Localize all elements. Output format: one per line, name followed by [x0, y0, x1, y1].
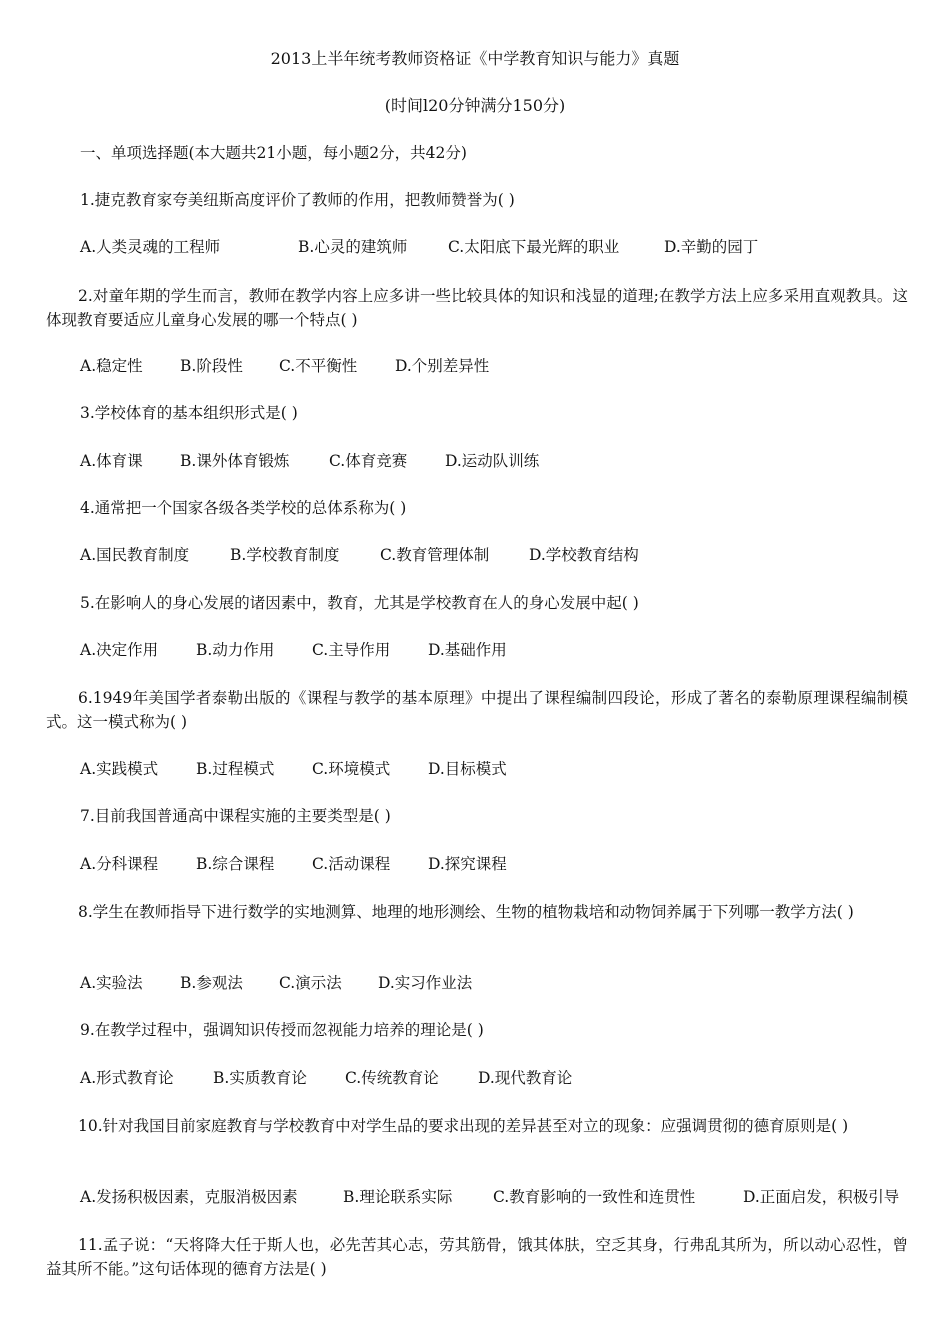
option-d: D.实习作业法 [378, 974, 473, 992]
option-c: C.体育竞赛 [329, 452, 408, 470]
question-stem: 9.在教学过程中，强调知识传授而忽视能力培养的理论是( ) [80, 1021, 484, 1039]
option-d: D.现代教育论 [478, 1069, 573, 1087]
question-options [80, 356, 489, 376]
option-b: B.理论联系实际 [343, 1188, 453, 1206]
option-d: D.正面启发，积极引导 [743, 1188, 900, 1206]
option-d: D.学校教育结构 [529, 546, 639, 564]
option-d: D.运动队训练 [445, 452, 540, 470]
option-c: C.不平衡性 [279, 357, 358, 375]
option-d: D.个别差异性 [395, 357, 490, 375]
question-stem: 6.1949年美国学者泰勒出版的《课程与教学的基本原理》中提出了课程编制四段论，形成了著名的泰勒原理课程编制模式。这一模式称为( ) [46, 689, 908, 731]
question-options [80, 237, 758, 257]
option-b: B.学校教育制度 [230, 546, 340, 564]
option-c: C.教育影响的一致性和连贯性 [493, 1188, 696, 1206]
option-c: C.教育管理体制 [380, 546, 490, 564]
option-a: A.实践模式 [80, 760, 159, 778]
option-a: A.分科课程 [80, 855, 159, 873]
question-options [80, 759, 507, 779]
question-options [80, 545, 639, 565]
question-options [80, 973, 472, 993]
option-a: A.决定作用 [80, 641, 159, 659]
question-stem: 8.学生在教师指导下进行数学的实地测算、地理的地形测绘、生物的植物栽培和动物饲养属于下列哪一教学方法( ) [78, 903, 854, 921]
option-b: B.过程模式 [196, 760, 275, 778]
option-d: D.辛勤的园丁 [664, 238, 759, 256]
option-c: C.环境模式 [312, 760, 391, 778]
question-stem: 11.孟子说：“天将降大任于斯人也，必先苦其心志，劳其筋骨，饿其体肤，空乏其身，行弗乱其所为，所以动心忍性，曾益其所不能。”这句话体现的德育方法是( ) [46, 1236, 908, 1278]
option-a: A.稳定性 [80, 357, 143, 375]
option-d: D.基础作用 [428, 641, 507, 659]
question-stem: 10.针对我国目前家庭教育与学校教育中对学生品的要求出现的差异甚至对立的现象：应强调贯彻的德育原则是( ) [78, 1117, 849, 1135]
document-title: 2013上半年统考教师资格证《中学教育知识与能力》真题 [270, 49, 680, 68]
option-c: C.主导作用 [312, 641, 391, 659]
document-subtitle: (时间l20分钟满分150分) [384, 96, 566, 115]
option-b: B.综合课程 [196, 855, 275, 873]
question-options [80, 451, 539, 471]
option-b: B.参观法 [180, 974, 243, 992]
option-b: B.课外体育锻炼 [180, 452, 290, 470]
option-a: A.实验法 [80, 974, 143, 992]
option-c: C.传统教育论 [345, 1069, 439, 1087]
question-stem: 7.目前我国普通高中课程实施的主要类型是( ) [80, 807, 391, 825]
question-stem: 1.捷克教育家夸美纽斯高度评价了教师的作用，把教师赞誉为( ) [80, 191, 515, 209]
section-heading: 一、单项选择题(本大题共21小题，每小题2分，共42分) [80, 144, 467, 162]
option-c: C.演示法 [279, 974, 342, 992]
question-stem: 2.对童年期的学生而言，教师在教学内容上应多讲一些比较具体的知识和浅显的道理;在教学方法上应多采用直观教具。这体现教育要适应儿童身心发展的哪一个特点( ) [46, 287, 908, 329]
question-stem: 4.通常把一个国家各级各类学校的总体系称为( ) [80, 499, 407, 517]
option-b: B.心灵的建筑师 [298, 238, 408, 256]
question-options [80, 854, 507, 874]
option-c: C.太阳底下最光辉的职业 [448, 238, 620, 256]
option-a: A.体育课 [80, 452, 143, 470]
option-d: D.目标模式 [428, 760, 507, 778]
option-d: D.探究课程 [428, 855, 507, 873]
question-stem: 5.在影响人的身心发展的诸因素中，教育，尤其是学校教育在人的身心发展中起( ) [80, 594, 639, 612]
option-b: B.动力作用 [196, 641, 275, 659]
option-b: B.阶段性 [180, 357, 243, 375]
option-a: A.人类灵魂的工程师 [80, 238, 221, 256]
question-options [80, 1187, 899, 1207]
option-c: C.活动课程 [312, 855, 391, 873]
question-options [80, 640, 507, 660]
option-a: A.国民教育制度 [80, 546, 190, 564]
question-stem: 3.学校体育的基本组织形式是( ) [80, 404, 298, 422]
option-a: A.形式教育论 [80, 1069, 174, 1087]
question-options [80, 1068, 572, 1088]
option-a: A.发扬积极因素，克服消极因素 [80, 1188, 298, 1206]
option-b: B.实质教育论 [213, 1069, 307, 1087]
